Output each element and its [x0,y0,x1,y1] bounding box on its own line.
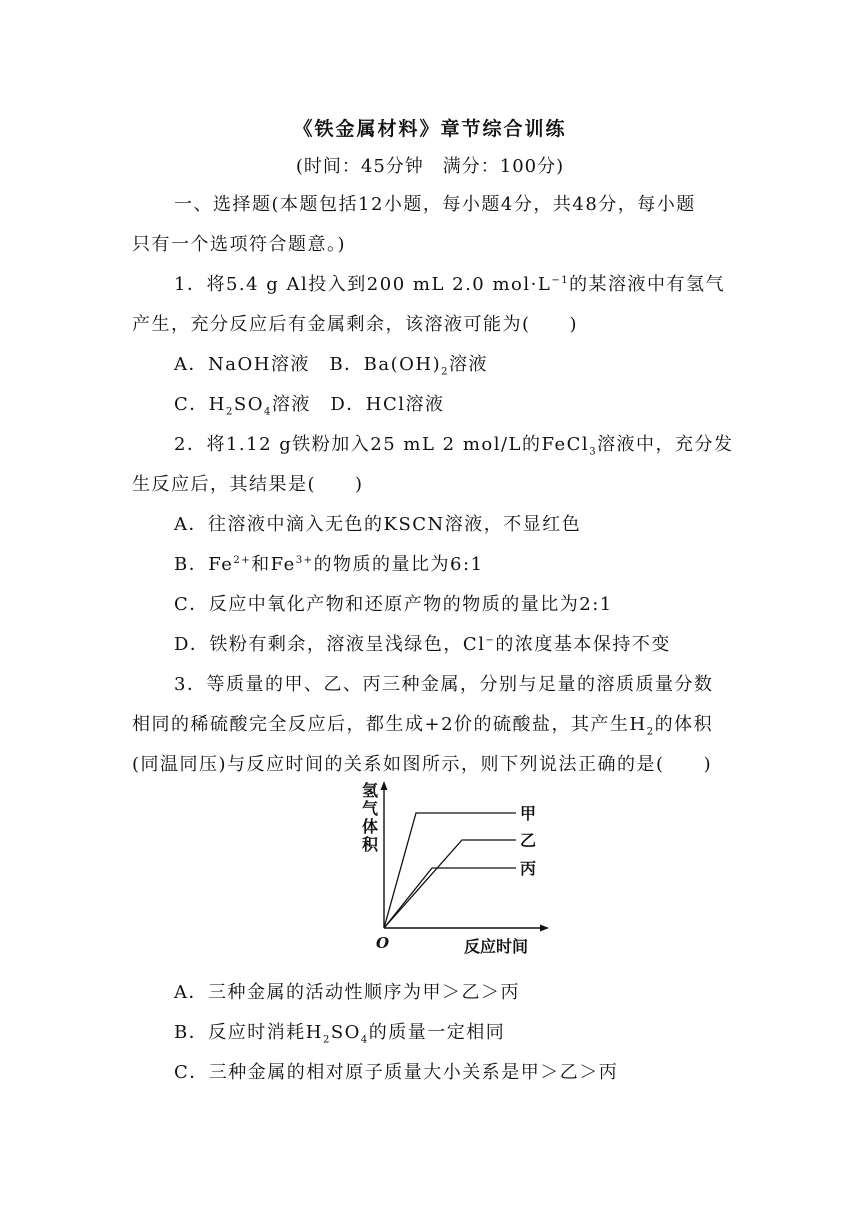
y-label-char-3: 体 [362,817,379,836]
question-1-stem [174,270,725,296]
page-title: 《铁金属材料》章节综合训练 [293,118,567,140]
question-2-stem-cont: 生反应后，其结果是( ) [132,474,364,495]
q1-option-b: B．$Ba(OH)_2$溶液 [329,354,488,378]
x-axis-arrow [540,925,549,932]
page-subtitle: (时间：45分钟 满分：100分) [295,156,565,177]
section-heading-cont: 只有一个选项符合题意。) [132,234,347,255]
y-label-char-1: 氢 [362,781,379,800]
q1-text-b: 的某溶液中有氢气 [569,274,726,295]
q1-text-a: 1．将5.4 g Al投入到200 mL 2.0 mol·L [174,274,552,295]
q1-option-c: C．$H_2SO_4$溶液 [174,394,311,418]
question-1-stem-cont: 产生，充分反应后有金属剩余，该溶液可能为( ) [132,314,579,335]
section-heading: 一、选择题(本题包括12小题，每小题4分，共48分，每小题 [174,194,696,215]
y-label-char-2: 气 [362,799,379,818]
x-axis-label: 反应时间 [464,937,529,956]
curve-jia [384,813,516,928]
series-label-yi: 乙 [520,831,537,850]
q2-option-c: C．反应中氧化产物和还原产物的物质的量比为2:1 [174,594,613,615]
origin-label: O [376,934,390,952]
q2-option-b: B．$Fe^{2+}$和$Fe^{3+}$的物质的量比为6:1 [174,554,484,575]
q3-option-b: B．反应时消耗$H_2SO_4$的质量一定相同 [174,1022,506,1046]
question-3-stem-cont-2: (同温同压)与反应时间的关系如图所示，则下列说法正确的是( ) [132,754,713,775]
q3-option-a: A．三种金属的活动性顺序为甲＞乙＞丙 [174,982,520,1003]
curve-bing [384,868,516,928]
q1-superscript: −1 [551,275,570,286]
series-label-jia: 甲 [520,804,537,823]
question-3-stem-cont: 相同的稀硫酸完全反应后，都生成+2价的硫酸盐，其产生$H_2$的体积 [132,714,714,738]
y-label-char-4: 积 [362,835,379,854]
question-1-options-ab [174,350,488,376]
series-label-bing: 丙 [520,859,537,878]
question-2-stem: 2．将1.12 g铁粉加入25 mL 2 mol/L的FeCl$_3$溶液中，充分发 [174,434,734,458]
q3-option-c: C．三种金属的相对原子质量大小关系是甲＞乙＞丙 [174,1062,619,1083]
q2-option-d: D．铁粉有剩余，溶液呈浅绿色，Cl−的浓度基本保持不变 [174,634,671,655]
q2-option-a: A．往溶液中滴入无色的KSCN溶液，不显红色 [174,514,582,535]
q1-option-d: D．HCl溶液 [330,394,445,415]
question-1-options-cd [174,390,445,416]
question-3-stem: 3．等质量的甲、乙、丙三种金属，分别与足量的溶质质量分数 [174,674,714,695]
y-axis-arrow [381,781,388,790]
curve-yi [384,840,516,928]
hydrogen-volume-figure [350,778,550,960]
q1-option-a: A．NaOH溶液 [174,354,310,375]
